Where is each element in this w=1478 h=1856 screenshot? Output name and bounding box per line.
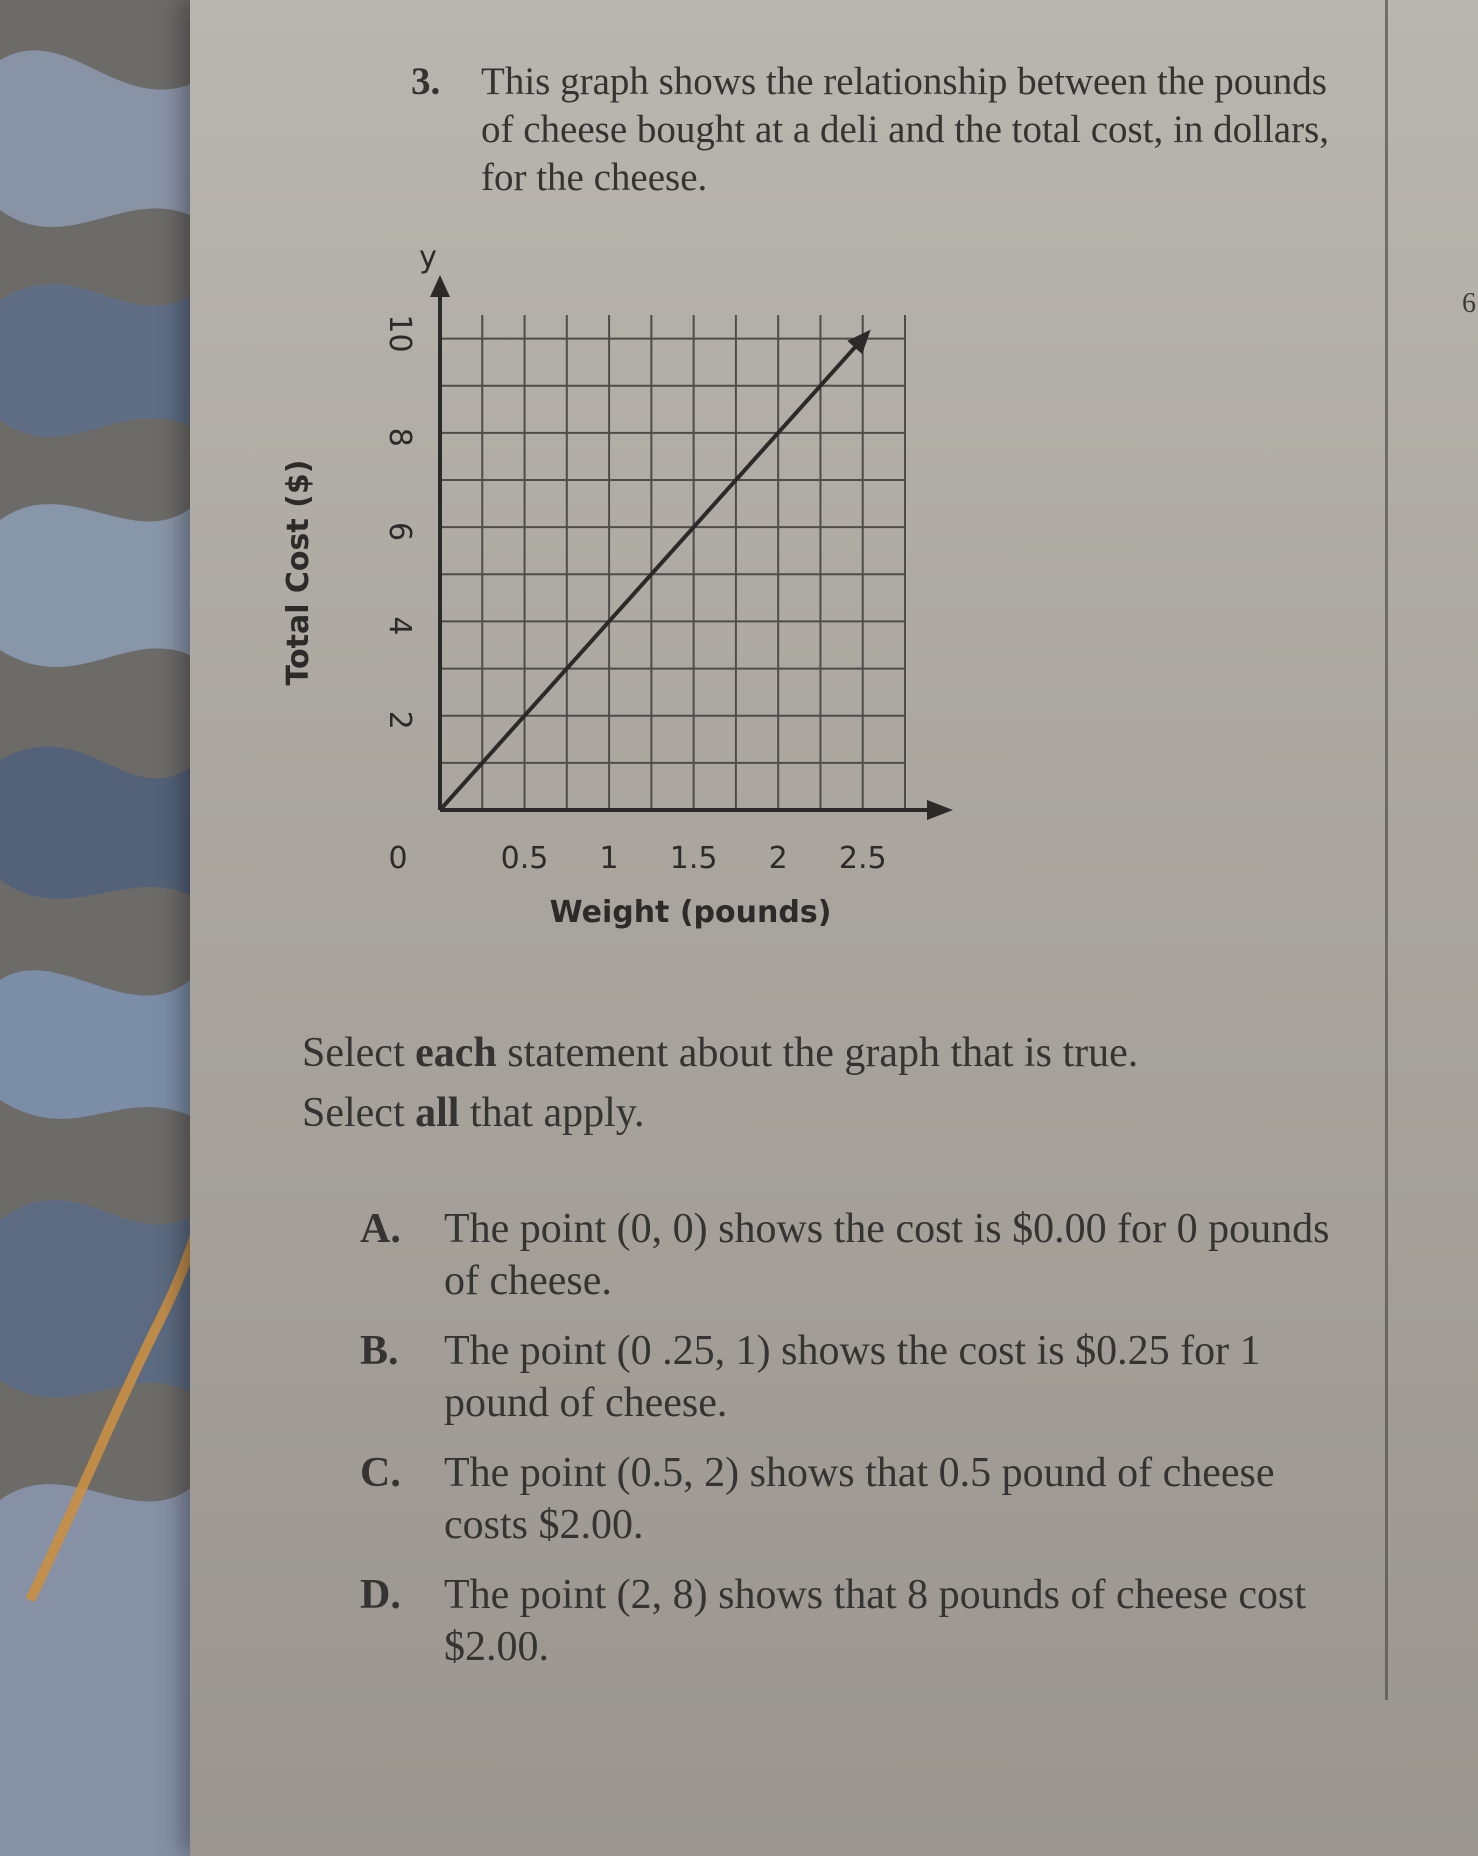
option-c-text: The point (0.5, 2) shows that 0.5 pound of cheese costs $2.00. — [444, 1450, 1275, 1548]
option-c[interactable] — [360, 1447, 1340, 1551]
y-tick-label: 4 — [382, 616, 417, 636]
question-block — [411, 58, 1335, 202]
x-tick-label: 0.5 — [500, 841, 549, 876]
question-number: 3. — [411, 60, 441, 103]
margin-mark: 6 — [1462, 288, 1476, 319]
instructions-line-2-prefix: Select — [302, 1090, 416, 1136]
cost-weight-chart — [281, 240, 1020, 955]
y-tick-label: 10 — [382, 314, 417, 353]
option-d-letter: D. — [360, 1572, 401, 1618]
instructions-line-2-suffix: that apply. — [459, 1090, 645, 1136]
option-c-letter: C. — [360, 1450, 401, 1496]
chart-series — [440, 330, 871, 810]
option-b-text: The point (0 .25, 1) shows the cost is $0.25 for 1 pound of cheese. — [444, 1328, 1261, 1426]
instructions-line-2-bold: all — [415, 1090, 460, 1136]
option-b[interactable] — [360, 1325, 1340, 1429]
instructions-line-1-prefix: Select — [302, 1030, 416, 1076]
option-a-letter: A. — [360, 1206, 401, 1252]
option-a[interactable] — [360, 1203, 1340, 1307]
chart-grid — [440, 315, 905, 810]
answer-options — [360, 1203, 1340, 1691]
y-tick-label: 8 — [382, 427, 417, 447]
x-tick-label: 2.5 — [838, 841, 887, 876]
y-axis-arrow — [430, 275, 450, 297]
y-axis-title: Total Cost ($) — [281, 459, 316, 686]
option-b-letter: B. — [360, 1328, 399, 1374]
chart-axes — [430, 275, 953, 820]
instructions-line-1-bold: each — [415, 1030, 497, 1076]
x-axis-title: Weight (pounds) — [549, 895, 832, 930]
x-tick-label: 0 — [388, 841, 408, 876]
instructions-line-1-suffix: statement about the graph that is true. — [496, 1030, 1139, 1076]
x-axis-arrow — [927, 800, 953, 820]
chart-container — [281, 240, 1020, 955]
option-d-text: The point (2, 8) shows that 8 pounds of cheese cost $2.00. — [444, 1572, 1307, 1670]
instructions-block — [302, 1023, 1302, 1143]
y-tick-label: 2 — [382, 710, 417, 730]
x-tick-label: 2 — [768, 841, 788, 876]
x-tick-label: 1 — [599, 841, 619, 876]
y-axis-letter: y — [419, 240, 437, 275]
option-d[interactable] — [360, 1569, 1340, 1673]
instructions-line-1 — [302, 1023, 1302, 1083]
option-a-text: The point (0, 0) shows the cost is $0.00 for 0 pounds of cheese. — [444, 1206, 1330, 1304]
page-edge-line — [1385, 0, 1388, 1700]
y-tick-label: 6 — [382, 522, 417, 542]
x-tick-label: 1.5 — [669, 841, 718, 876]
question-text: This graph shows the relationship between the pounds of cheese bought at a deli and the total cost, in dollars, for the cheese. — [481, 60, 1330, 199]
instructions-line-2 — [302, 1083, 1302, 1143]
